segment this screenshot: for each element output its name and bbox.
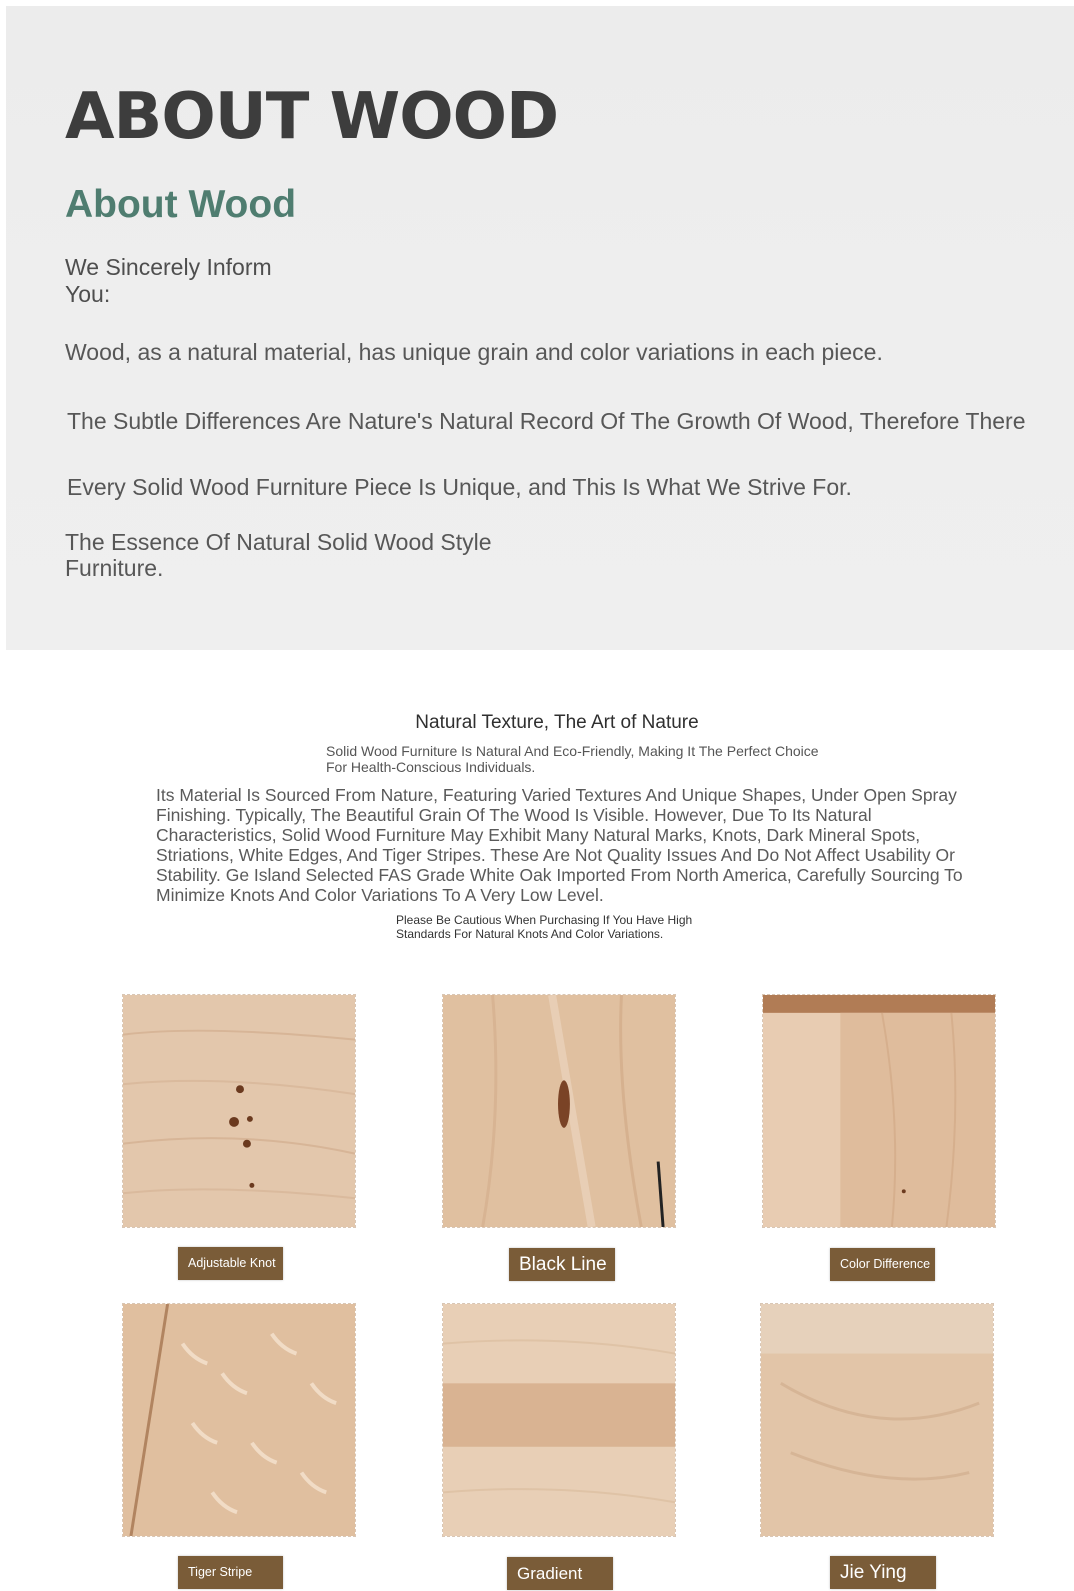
swatch-label-gradient: Gradient: [507, 1557, 613, 1590]
wood-gradient-image: [443, 1304, 675, 1536]
wood-knot-image: [123, 995, 355, 1227]
wood-swatch-gradient: [442, 1303, 676, 1537]
wood-black-line-image: [443, 995, 675, 1227]
hero-title: ABOUT WOOD: [65, 80, 559, 154]
wood-swatch-tiger-stripe: [122, 1303, 356, 1537]
swatch-label-color-difference: Color Difference: [830, 1248, 935, 1281]
wood-swatch-color-difference: [762, 994, 996, 1228]
paragraph-unique-piece: Every Solid Wood Furniture Piece Is Unique, and This Is What We Strive For.: [67, 474, 852, 500]
swatch-label-jie-ying: Jie Ying: [830, 1556, 936, 1589]
wood-tiger-stripe-image: [123, 1304, 355, 1536]
paragraph-essence: The Essence Of Natural Solid Wood Style Furniture.: [65, 529, 492, 581]
swatch-label-black-line: Black Line: [509, 1248, 615, 1281]
nature-body: Its Material Is Sourced From Nature, Featuring Varied Textures And Unique Shapes, Under Open Spray Finishing. Typically, The Beautiful Grain Of The Wood Is Visible. However, Due To Its Natural Characteristics, Solid Wood Furniture May Exhibit Many Natural Marks, Knots, Dark Mineral Spots, Striations, White Edges, And Tiger Stripes. These Are Not Quality Issues And Do Not Affect Usability Or Stability. Ge Island Selected FAS Grade White Oak Imported From North America, Carefully Sourcing To Minimize Knots And Color Variations To A Very Low Level.: [156, 785, 963, 905]
wood-swatch-jie-ying: [760, 1303, 994, 1537]
swatch-label-tiger-stripe: Tiger Stripe: [178, 1556, 283, 1589]
swatch-label-knot: Adjustable Knot: [178, 1247, 283, 1280]
paragraph-subtle-differences: The Subtle Differences Are Nature's Natural Record Of The Growth Of Wood, Therefore There: [67, 408, 1026, 434]
nature-heading: Natural Texture, The Art of Nature: [415, 712, 699, 733]
wood-swatch-knot: [122, 994, 356, 1228]
wood-swatch-black-line: [442, 994, 676, 1228]
paragraph-natural-material: Wood, as a natural material, has unique grain and color variations in each piece.: [65, 339, 883, 365]
wood-jie-ying-image: [761, 1304, 993, 1536]
inform-text: We Sincerely Inform You:: [65, 254, 272, 307]
nature-caution: Please Be Cautious When Purchasing If You Have High Standards For Natural Knots And Color Variations.: [396, 913, 693, 941]
about-wood-banner: [6, 6, 1074, 650]
nature-subheading: Solid Wood Furniture Is Natural And Eco-Friendly, Making It The Perfect Choice For Health-Conscious Individuals.: [326, 743, 819, 775]
wood-color-difference-image: [763, 995, 995, 1227]
section-title: About Wood: [65, 183, 297, 226]
